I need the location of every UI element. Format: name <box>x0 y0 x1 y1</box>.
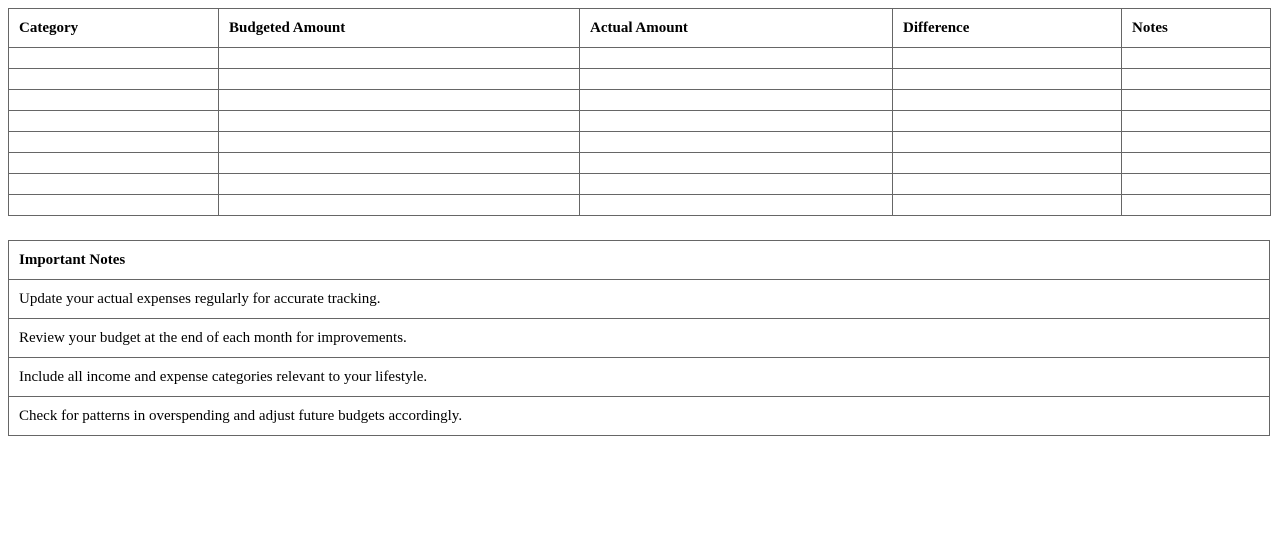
table-row <box>9 111 1271 132</box>
cell-actual-amount[interactable] <box>580 132 893 153</box>
cell-category[interactable] <box>9 111 219 132</box>
column-header-budgeted-amount: Budgeted Amount <box>219 9 580 48</box>
cell-difference[interactable] <box>893 132 1122 153</box>
cell-category[interactable] <box>9 90 219 111</box>
cell-difference[interactable] <box>893 111 1122 132</box>
budget-header-row <box>9 9 1271 48</box>
cell-category[interactable] <box>9 48 219 69</box>
cell-notes[interactable] <box>1122 153 1271 174</box>
budget-table <box>8 8 1271 216</box>
cell-actual-amount[interactable] <box>580 111 893 132</box>
important-notes-table <box>8 240 1270 436</box>
note-row <box>9 358 1270 397</box>
cell-budgeted-amount[interactable] <box>219 69 580 90</box>
note-item: Check for patterns in overspending and adjust future budgets accordingly. <box>9 397 1270 436</box>
cell-budgeted-amount[interactable] <box>219 48 580 69</box>
cell-budgeted-amount[interactable] <box>219 174 580 195</box>
table-row <box>9 48 1271 69</box>
cell-budgeted-amount[interactable] <box>219 153 580 174</box>
cell-difference[interactable] <box>893 69 1122 90</box>
table-row <box>9 174 1271 195</box>
notes-title: Important Notes <box>9 241 1270 280</box>
cell-notes[interactable] <box>1122 174 1271 195</box>
cell-budgeted-amount[interactable] <box>219 195 580 216</box>
cell-budgeted-amount[interactable] <box>219 132 580 153</box>
cell-actual-amount[interactable] <box>580 174 893 195</box>
notes-header-row <box>9 241 1270 280</box>
cell-difference[interactable] <box>893 48 1122 69</box>
cell-actual-amount[interactable] <box>580 153 893 174</box>
cell-difference[interactable] <box>893 195 1122 216</box>
cell-category[interactable] <box>9 132 219 153</box>
cell-actual-amount[interactable] <box>580 90 893 111</box>
column-header-notes: Notes <box>1122 9 1271 48</box>
note-row <box>9 280 1270 319</box>
note-row <box>9 397 1270 436</box>
cell-category[interactable] <box>9 174 219 195</box>
note-item: Include all income and expense categories relevant to your lifestyle. <box>9 358 1270 397</box>
note-row <box>9 319 1270 358</box>
table-row <box>9 90 1271 111</box>
cell-budgeted-amount[interactable] <box>219 90 580 111</box>
cell-difference[interactable] <box>893 174 1122 195</box>
cell-actual-amount[interactable] <box>580 48 893 69</box>
table-row <box>9 153 1271 174</box>
cell-actual-amount[interactable] <box>580 69 893 90</box>
note-item: Review your budget at the end of each month for improvements. <box>9 319 1270 358</box>
note-item: Update your actual expenses regularly for accurate tracking. <box>9 280 1270 319</box>
cell-budgeted-amount[interactable] <box>219 111 580 132</box>
cell-notes[interactable] <box>1122 69 1271 90</box>
cell-difference[interactable] <box>893 153 1122 174</box>
cell-notes[interactable] <box>1122 111 1271 132</box>
table-row <box>9 195 1271 216</box>
cell-category[interactable] <box>9 69 219 90</box>
cell-notes[interactable] <box>1122 195 1271 216</box>
cell-category[interactable] <box>9 195 219 216</box>
table-row <box>9 132 1271 153</box>
table-row <box>9 69 1271 90</box>
column-header-category: Category <box>9 9 219 48</box>
cell-difference[interactable] <box>893 90 1122 111</box>
cell-notes[interactable] <box>1122 132 1271 153</box>
cell-actual-amount[interactable] <box>580 195 893 216</box>
cell-notes[interactable] <box>1122 90 1271 111</box>
column-header-actual-amount: Actual Amount <box>580 9 893 48</box>
cell-category[interactable] <box>9 153 219 174</box>
column-header-difference: Difference <box>893 9 1122 48</box>
cell-notes[interactable] <box>1122 48 1271 69</box>
